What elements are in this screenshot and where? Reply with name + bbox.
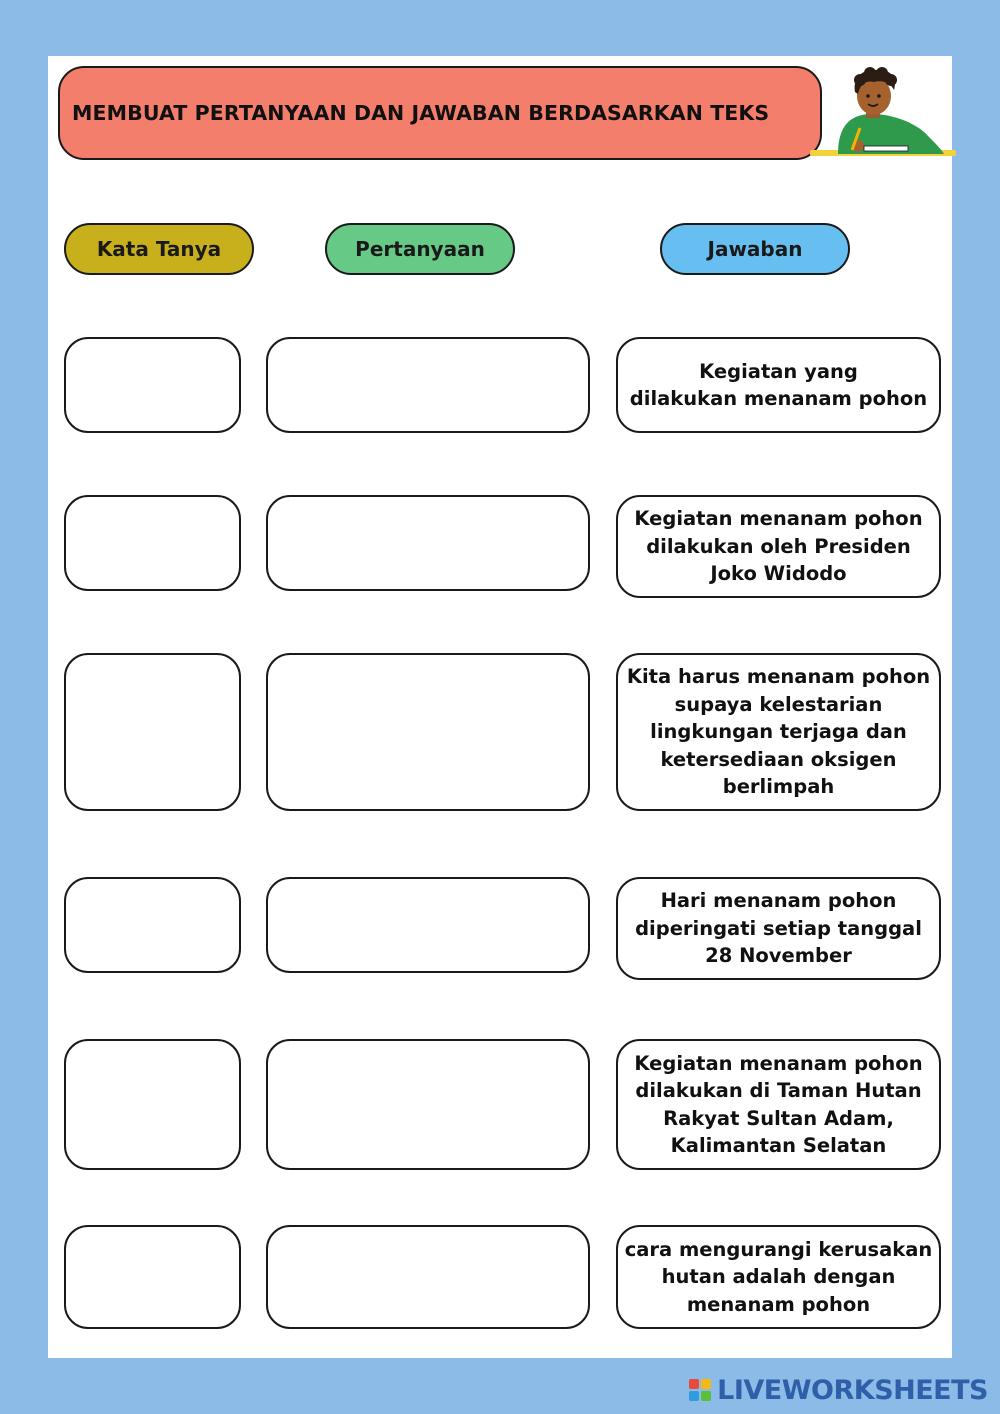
footer-brand (689, 1372, 988, 1408)
logo-square-red (689, 1379, 699, 1389)
jawaban-text-5: Kegiatan menanam pohon dilakukan di Taman Hutan Rakyat Sultan Adam, Kalimantan Selatan (616, 1039, 941, 1170)
logo-square-yellow (701, 1379, 711, 1389)
header-kata-tanya: Kata Tanya (64, 223, 254, 275)
student-writing-icon (808, 66, 958, 162)
title-banner (58, 66, 822, 160)
jawaban-text-3: Kita harus menanam pohon supaya kelestarian lingkungan terjaga dan ketersediaan oksigen berlimpah (616, 653, 941, 811)
pertanyaan-input-5[interactable] (266, 1039, 590, 1170)
page-title: MEMBUAT PERTANYAAN DAN JAWABAN BERDASARKAN TEKS (72, 101, 770, 125)
pertanyaan-input-4[interactable] (266, 877, 590, 973)
pertanyaan-input-2[interactable] (266, 495, 590, 591)
header-jawaban: Jawaban (660, 223, 850, 275)
liveworksheets-logo-icon (689, 1379, 711, 1401)
kata-tanya-input-1[interactable] (64, 337, 241, 433)
pertanyaan-input-1[interactable] (266, 337, 590, 433)
jawaban-text-1: Kegiatan yang dilakukan menanam pohon (616, 337, 941, 433)
kata-tanya-input-3[interactable] (64, 653, 241, 811)
kata-tanya-input-4[interactable] (64, 877, 241, 973)
header-pertanyaan: Pertanyaan (325, 223, 515, 275)
jawaban-text-2: Kegiatan menanam pohon dilakukan oleh Presiden Joko Widodo (616, 495, 941, 598)
jawaban-text-4: Hari menanam pohon diperingati setiap tanggal 28 November (616, 877, 941, 980)
kata-tanya-input-5[interactable] (64, 1039, 241, 1170)
pertanyaan-input-6[interactable] (266, 1225, 590, 1329)
pertanyaan-input-3[interactable] (266, 653, 590, 811)
kata-tanya-input-6[interactable] (64, 1225, 241, 1329)
brand-name: LIVEWORKSHEETS (717, 1374, 988, 1406)
kata-tanya-input-2[interactable] (64, 495, 241, 591)
logo-square-green (701, 1391, 711, 1401)
logo-square-blue (689, 1391, 699, 1401)
jawaban-text-6: cara mengurangi kerusakan hutan adalah dengan menanam pohon (616, 1225, 941, 1329)
